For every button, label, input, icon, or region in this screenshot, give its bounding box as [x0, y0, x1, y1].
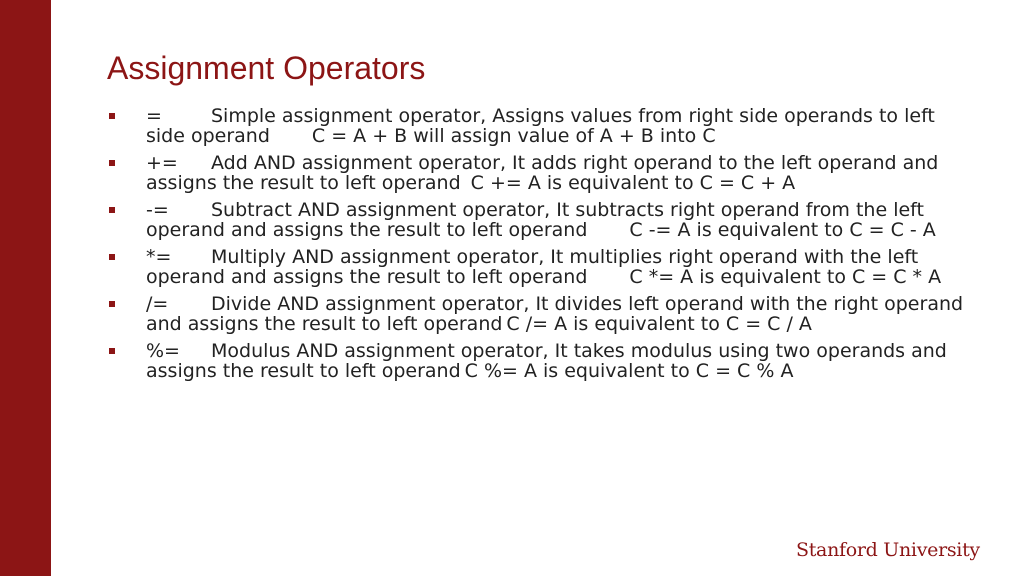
operator-symbol: %=: [146, 340, 180, 362]
operator-description: Simple assignment operator, Assigns values from right side operands to left side operand: [146, 105, 935, 147]
square-bullet-icon: [109, 207, 115, 213]
square-bullet-icon: [109, 160, 115, 166]
square-bullet-icon: [109, 254, 115, 260]
operator-description: Divide AND assignment operator, It divides left operand with the right operand and assigns the result to left operand: [146, 293, 964, 335]
square-bullet-icon: [109, 113, 115, 119]
bullet-item-divide-assign: [108, 294, 968, 334]
bullet-item-subtract-assign: [108, 200, 968, 240]
operator-symbol: -=: [146, 199, 169, 221]
operator-description: Multiply AND assignment operator, It multiplies right operand with the left operand and assigns the result to left operand: [146, 246, 919, 288]
bullet-item-assign: [108, 106, 968, 146]
operator-description: Add AND assignment operator, It adds right operand to the left operand and assigns the result to left operand: [146, 152, 939, 194]
operator-example: C %= A is equivalent to C = C % A: [464, 360, 794, 382]
stanford-university-logo: Stanford University: [796, 539, 980, 561]
square-bullet-icon: [109, 348, 115, 354]
operator-symbol: =: [146, 105, 162, 127]
operator-example: C -= A is equivalent to C = C - A: [629, 219, 936, 241]
bullet-item-multiply-assign: [108, 247, 968, 287]
operator-example: C *= A is equivalent to C = C * A: [629, 266, 942, 288]
operator-example: C += A is equivalent to C = C + A: [470, 172, 796, 194]
operator-symbol: /=: [146, 293, 169, 315]
bullet-item-modulus-assign: [108, 341, 968, 381]
operator-example: C = A + B will assign value of A + B into C: [311, 125, 716, 147]
side-accent-bar: [0, 0, 51, 576]
operator-symbol: +=: [146, 152, 178, 174]
operator-list: [108, 106, 968, 388]
operator-description: Subtract AND assignment operator, It subtracts right operand from the left operand and assigns the result to left operand: [146, 199, 924, 241]
slide-title: Assignment Operators: [107, 50, 426, 86]
operator-symbol: *=: [146, 246, 172, 268]
operator-description: Modulus AND assignment operator, It takes modulus using two operands and assigns the result to left operand: [146, 340, 947, 382]
bullet-item-add-assign: [108, 153, 968, 193]
square-bullet-icon: [109, 301, 115, 307]
operator-example: C /= A is equivalent to C = C / A: [506, 313, 812, 335]
